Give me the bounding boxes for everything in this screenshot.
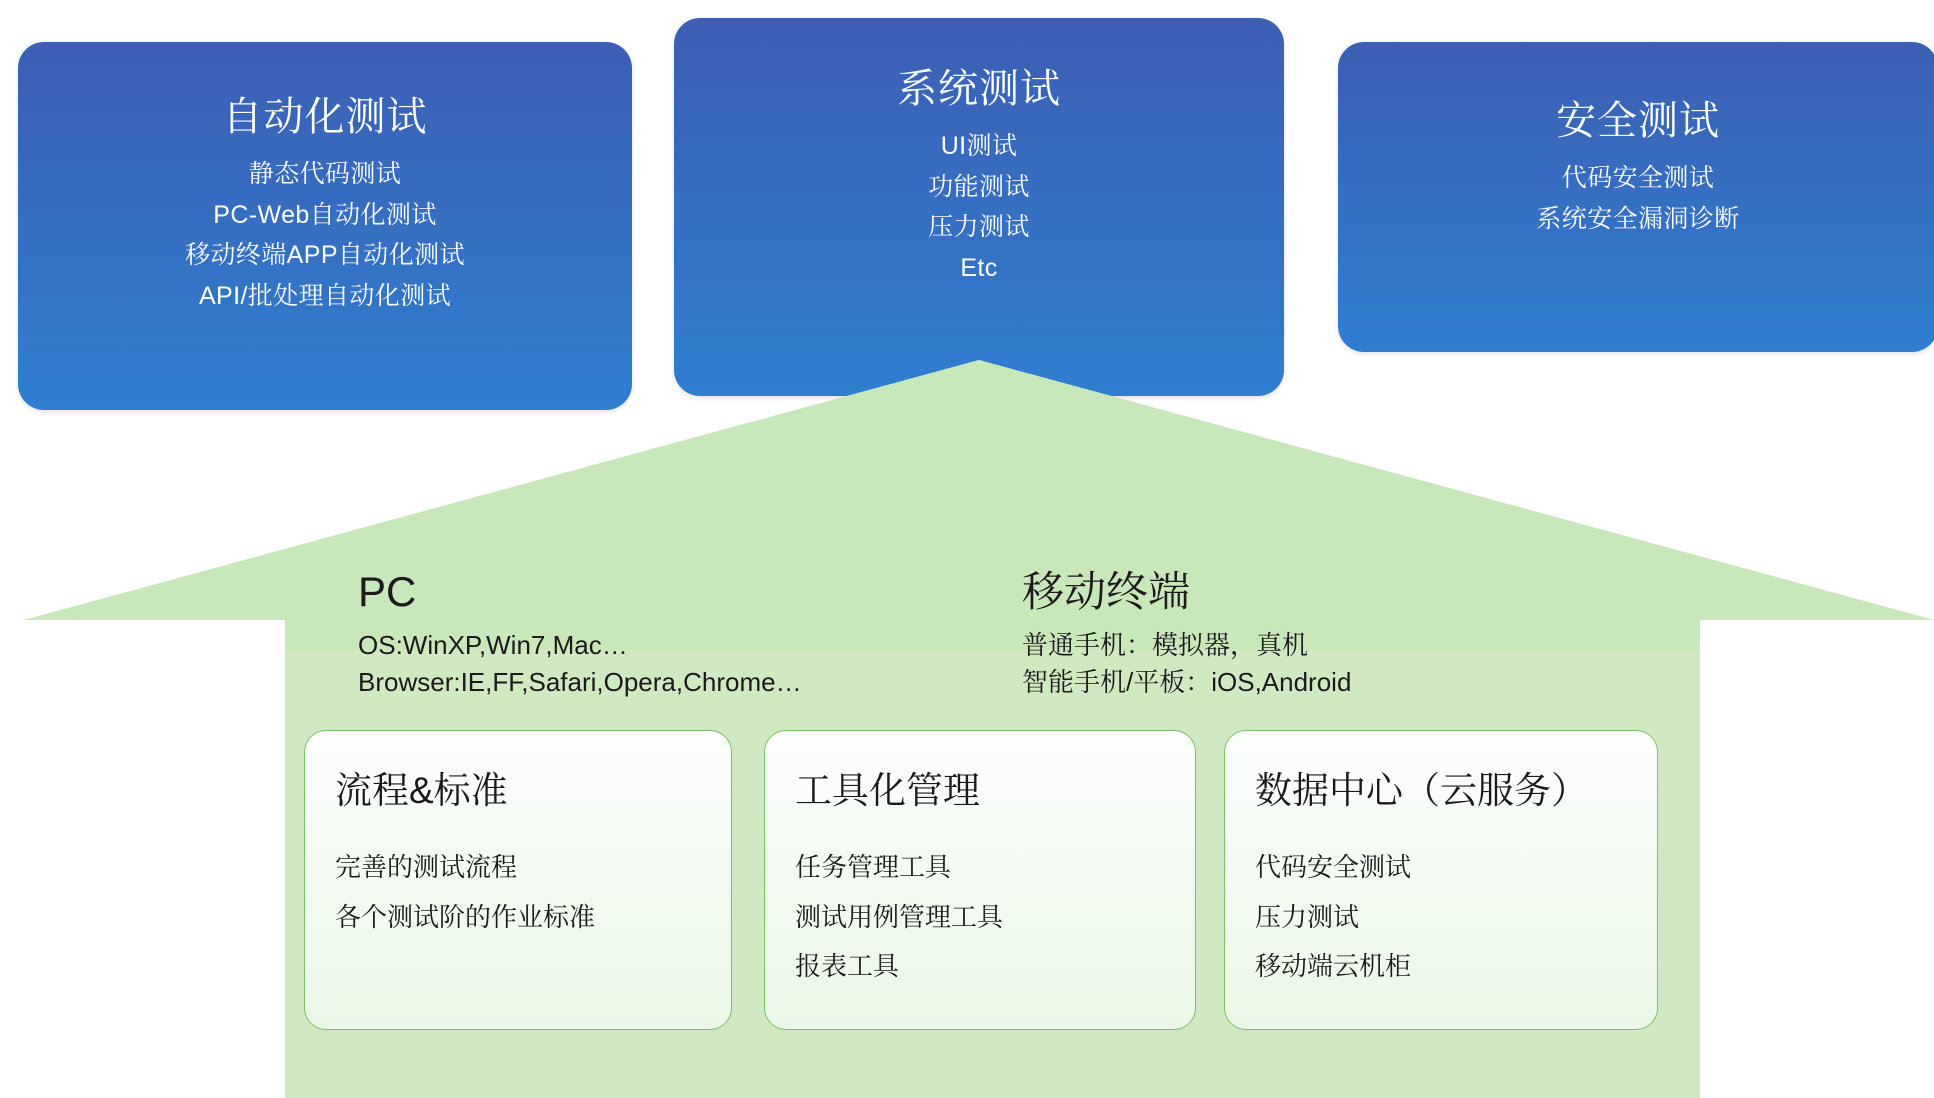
card-tooling-line-1: 任务管理工具	[795, 852, 952, 883]
card-automation-testing[interactable]	[18, 42, 632, 410]
platform-pc-line-2: Browser:IE,FF,Safari,Opera,Chrome…	[358, 667, 802, 698]
card-automation-line-2: PC-Web自动化测试	[213, 200, 437, 229]
card-automation-title: 自动化测试	[222, 95, 428, 139]
card-process-line-1: 完善的测试流程	[335, 852, 518, 883]
card-data-center[interactable]	[1224, 730, 1658, 1030]
card-tooling-line-3: 报表工具	[795, 951, 900, 982]
card-system-testing[interactable]	[674, 18, 1284, 396]
card-security-testing[interactable]	[1338, 42, 1934, 352]
card-system-line-3: 压力测试	[928, 213, 1030, 241]
card-security-line-2: 系统安全漏洞诊断	[1536, 204, 1740, 233]
card-datacenter-line-1: 代码安全测试	[1255, 852, 1412, 883]
card-system-line-4: Etc	[960, 253, 998, 282]
card-security-title: 安全测试	[1556, 99, 1720, 143]
platform-pc-title: PC	[358, 568, 417, 615]
card-tooling-title: 工具化管理	[795, 770, 980, 811]
card-process-title: 流程&标准	[335, 770, 508, 811]
card-datacenter-line-3: 移动端云机柜	[1255, 951, 1412, 982]
card-system-title: 系统测试	[897, 67, 1061, 111]
card-process-line-2: 各个测试阶的作业标准	[335, 901, 596, 932]
card-tooling-management[interactable]	[764, 730, 1196, 1030]
card-process-standards[interactable]	[304, 730, 732, 1030]
card-automation-line-1: 静态代码测试	[248, 160, 402, 188]
platform-pc-line-1: OS:WinXP,Win7,Mac…	[358, 629, 628, 660]
card-datacenter-line-2: 压力测试	[1255, 901, 1360, 932]
card-system-line-1: UI测试	[940, 132, 1018, 160]
card-security-line-1: 代码安全测试	[1561, 164, 1715, 192]
card-system-line-2: 功能测试	[928, 172, 1030, 201]
platform-mobile-title: 移动终端	[1022, 568, 1191, 615]
card-automation-line-4: API/批处理自动化测试	[198, 281, 452, 310]
platform-mobile	[1022, 566, 1351, 702]
platform-pc	[358, 566, 802, 702]
platform-mobile-line-1: 普通手机：模拟器，真机	[1022, 629, 1309, 660]
platform-mobile-line-2: 智能手机/平板：iOS,Android	[1022, 667, 1352, 698]
card-tooling-line-2: 测试用例管理工具	[795, 901, 1004, 932]
card-automation-line-3: 移动终端APP自动化测试	[185, 241, 465, 269]
card-datacenter-title: 数据中心（云服务）	[1255, 770, 1588, 811]
